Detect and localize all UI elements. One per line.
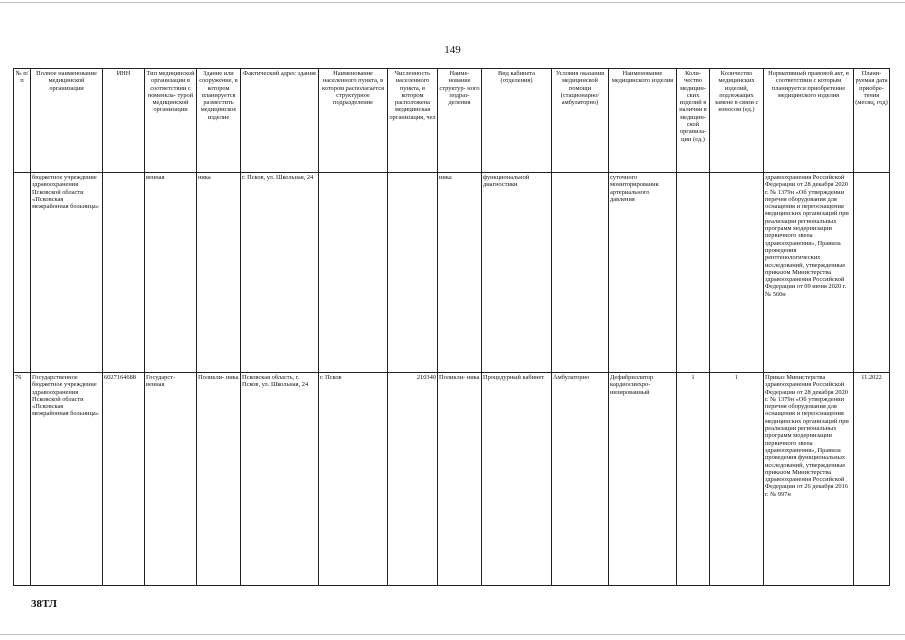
- table-row: [14, 373, 890, 586]
- cell-device: суточного мониторирования артериального давления: [609, 173, 677, 373]
- cell-type: Государст- венная: [145, 373, 197, 586]
- cell-population: [388, 173, 438, 373]
- cell-settlement: г. Псков: [319, 373, 388, 586]
- header-conditions: Условия оказания медицинской помощи (стационарно/ амбулаторно): [552, 69, 609, 173]
- header-settlement: Наименование населенного пункта, в котором располагается структурное подразделение: [319, 69, 388, 173]
- cell-date: 11.2022: [854, 373, 890, 586]
- header-population: Численность населенного пункта, в котором расположена медицинская организация, чел: [388, 69, 438, 173]
- bottom-scan-edge: [0, 634, 905, 635]
- cell-population: 210340: [388, 373, 438, 586]
- cell-inn: 6027164688: [103, 373, 145, 586]
- cell-date: [854, 173, 890, 373]
- header-unit: Наиме- нование структур- ного подраз- деления: [438, 69, 482, 173]
- cell-inn: [103, 173, 145, 373]
- cell-cabinet: функциональной диагностики: [482, 173, 552, 373]
- cell-conditions: [552, 173, 609, 373]
- cell-conditions: Амбулаторно: [552, 373, 609, 586]
- header-date: Плани- руемая дата приобре- тения (месяц, год): [854, 69, 890, 173]
- cell-device: Дефибриллятор кардиосинхро- низированный: [609, 373, 677, 586]
- cell-cabinet: Процедурный кабинет: [482, 373, 552, 586]
- top-scan-edge: [0, 2, 905, 3]
- header-org: Полное наименование медицинской организации: [31, 69, 103, 173]
- cell-qty-replace: 1: [710, 373, 764, 586]
- cell-num: [14, 173, 31, 373]
- header-inn: ИНН: [103, 69, 145, 173]
- cell-qty-available: [677, 173, 710, 373]
- cell-act: здравоохранения Российской Федерации от 28 декабря 2020 г. № 1379н «Об утверждении перечня оборудования для оснащения и переоснащения медицинских организаций при реализации региональных программ модернизации первичного звена здравоохранения», Правила проведения рентгенологических исследований, утвержденные приказом Министерства здравоохранения Российской Федерации от 09 июня 2020 г. № 560н: [764, 173, 854, 373]
- header-building: Здание или сооружение, в котором планируется разместить медицинское изделие: [197, 69, 241, 173]
- footer-code: 38ТЛ: [31, 598, 57, 610]
- header-act: Нормативный правовой акт, в соответствии с которым планируется приобретение медицинского изделия: [764, 69, 854, 173]
- cell-address: Псковская область, г. Псков, ул. Школьная, 24: [241, 373, 319, 586]
- header-num: № п/п: [14, 69, 31, 173]
- cell-type: венная: [145, 173, 197, 373]
- cell-org: Государственное бюджетное учреждение здравоохранения Псковской области «Псковская межрайонная больница»: [31, 373, 103, 586]
- page-number: 149: [444, 44, 461, 56]
- cell-org: бюджетное учреждение здравоохранения Псковской области «Псковская межрайонная больница»: [31, 173, 103, 373]
- header-type: Тип медицинской организации в соответствии с номенкла- турой медицинской организации: [145, 69, 197, 173]
- cell-settlement: [319, 173, 388, 373]
- header-address: Фактический адрес здания: [241, 69, 319, 173]
- cell-act: Приказ Министерства здравоохранения Российской Федерации от 28 декабря 2020 г. № 1379н «Об утверждении перечня оборудования для оснащения и переоснащения медицинских организаций при реализации региональных программ модернизации первичного звена здравоохранения», Правила проведения функциональных исследований, утвержденные приказом Министерства здравоохранения Российской Федерации от 26 декабря 2016 г. № 997н: [764, 373, 854, 586]
- header-device: Наименование медицинского изделия: [609, 69, 677, 173]
- cell-unit: Поликли- ника: [438, 373, 482, 586]
- table-header-row: [14, 69, 890, 173]
- cell-building: ника: [197, 173, 241, 373]
- cell-unit: ника: [438, 173, 482, 373]
- cell-address: г. Псков, ул. Школьная, 24: [241, 173, 319, 373]
- equipment-table: [13, 68, 890, 586]
- header-qty-available: Коли- чество медицин- ских изделий в наличии в медицин- ской организа- ции (ед.): [677, 69, 710, 173]
- cell-building: Поликли- ника: [197, 373, 241, 586]
- table-row: [14, 173, 890, 373]
- cell-qty-available: 1: [677, 373, 710, 586]
- cell-qty-replace: [710, 173, 764, 373]
- header-qty-replace: Количество медицинских изделий, подлежащих замене в связи с износом (ед.): [710, 69, 764, 173]
- header-cabinet: Вид кабинета (отделения): [482, 69, 552, 173]
- cell-num: 76: [14, 373, 31, 586]
